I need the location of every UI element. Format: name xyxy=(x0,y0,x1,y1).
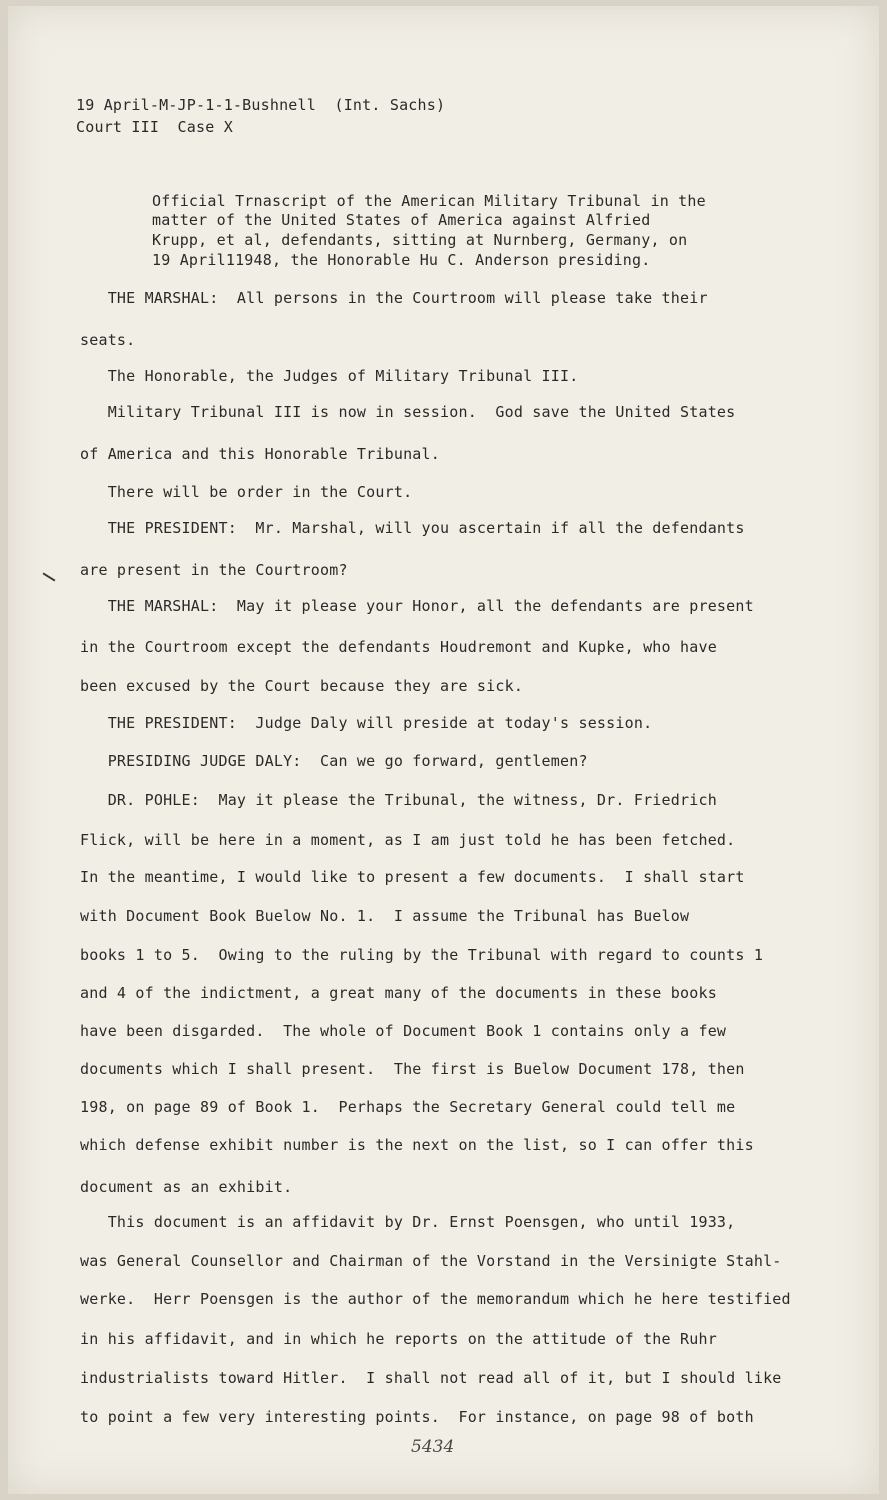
transcript-line: DR. POHLE: May it please the Tribunal, the witness, Dr. Friedrich xyxy=(80,791,717,809)
transcript-line: have been disgarded. The whole of Document Book 1 contains only a few xyxy=(80,1022,727,1040)
transcript-line: There will be order in the Court. xyxy=(80,483,413,501)
transcript-line: been excused by the Court because they are sick. xyxy=(80,677,524,695)
transcript-line: industrialists toward Hitler. I shall not read all of it, but I should like xyxy=(80,1369,782,1387)
transcript-line: Military Tribunal III is now in session. God save the United States xyxy=(80,403,736,421)
transcript-line: of America and this Honorable Tribunal. xyxy=(80,445,440,463)
transcript-line: 198, on page 89 of Book 1. Perhaps the Secretary General could tell me xyxy=(80,1098,736,1116)
transcript-line: document as an exhibit. xyxy=(80,1178,293,1196)
transcript-line: books 1 to 5. Owing to the ruling by the Tribunal with regard to counts 1 xyxy=(80,946,764,964)
transcript-line: Flick, will be here in a moment, as I am just told he has been fetched. xyxy=(80,831,736,849)
intro-line-3: Krupp, et al, defendants, sitting at Nurnberg, Germany, on xyxy=(152,231,688,249)
transcript-line: THE PRESIDENT: Judge Daly will preside at today's session. xyxy=(80,714,653,732)
intro-line-4: 19 April11948, the Honorable Hu C. Anderson presiding. xyxy=(152,251,651,269)
transcript-line: THE MARSHAL: May it please your Honor, all the defendants are present xyxy=(80,597,754,615)
transcript-line: documents which I shall present. The first is Buelow Document 178, then xyxy=(80,1060,745,1078)
page-number: 5434 xyxy=(411,1437,455,1457)
transcript-line: are present in the Courtroom? xyxy=(80,561,348,579)
document-page xyxy=(8,6,879,1494)
transcript-line: seats. xyxy=(80,331,136,349)
transcript-line: The Honorable, the Judges of Military Tribunal III. xyxy=(80,367,579,385)
intro-line-2: matter of the United States of America against Alfried xyxy=(152,211,651,229)
transcript-line: In the meantime, I would like to present a few documents. I shall start xyxy=(80,868,745,886)
intro-line-1: Official Trnascript of the American Military Tribunal in the xyxy=(152,192,706,210)
transcript-line: THE PRESIDENT: Mr. Marshal, will you ascertain if all the defendants xyxy=(80,519,745,537)
transcript-line: werke. Herr Poensgen is the author of the memorandum which he here testified xyxy=(80,1290,791,1308)
header-line-2: Court III Case X xyxy=(76,118,233,136)
transcript-line: which defense exhibit number is the next on the list, so I can offer this xyxy=(80,1136,754,1154)
transcript-line: in the Courtroom except the defendants Houdremont and Kupke, who have xyxy=(80,638,717,656)
transcript-line: with Document Book Buelow No. 1. I assume the Tribunal has Buelow xyxy=(80,907,690,925)
transcript-line: in his affidavit, and in which he reports on the attitude of the Ruhr xyxy=(80,1330,717,1348)
transcript-line: and 4 of the indictment, a great many of the documents in these books xyxy=(80,984,717,1002)
transcript-line: was General Counsellor and Chairman of the Vorstand in the Versinigte Stahl- xyxy=(80,1252,782,1270)
transcript-line: to point a few very interesting points. For instance, on page 98 of both xyxy=(80,1408,754,1426)
transcript-line: PRESIDING JUDGE DALY: Can we go forward, gentlemen? xyxy=(80,752,588,770)
transcript-line: This document is an affidavit by Dr. Ernst Poensgen, who until 1933, xyxy=(80,1213,736,1231)
transcript-line: THE MARSHAL: All persons in the Courtroom will please take their xyxy=(80,289,708,307)
header-line-1: 19 April-M-JP-1-1-Bushnell (Int. Sachs) xyxy=(76,96,446,114)
